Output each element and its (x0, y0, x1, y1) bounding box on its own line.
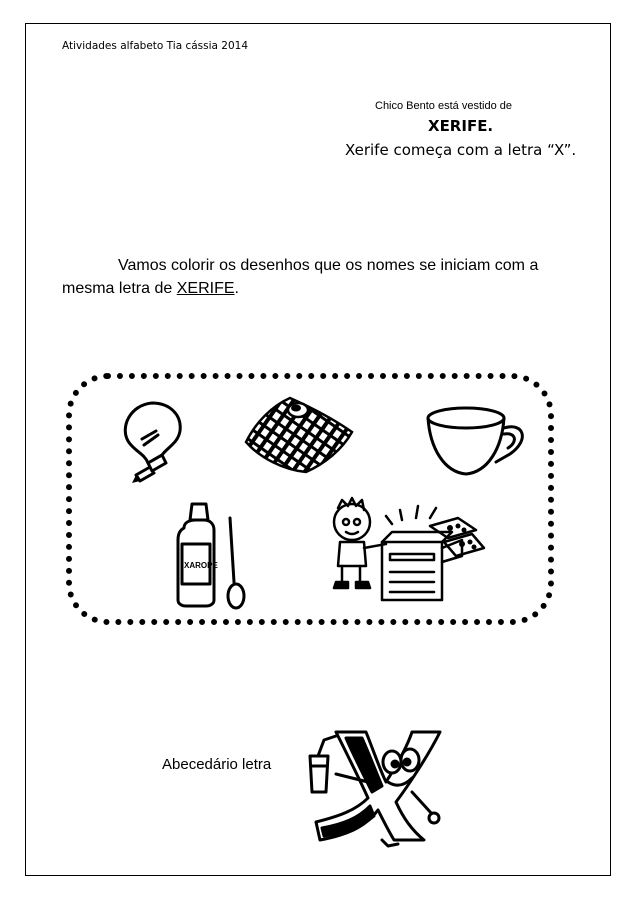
header-note: Atividades alfabeto Tia cássia 2014 (62, 40, 249, 52)
light-bulb-icon (112, 395, 192, 485)
letter-x-character-icon (296, 722, 446, 848)
syrup-label: XAROPE (184, 561, 218, 570)
boy-photocopier-icon (326, 496, 486, 606)
instruction-keyword: XERIFE (176, 280, 235, 297)
cup-icon (420, 400, 532, 480)
instruction-line-2 (62, 280, 239, 298)
syrup-bottle-icon (170, 500, 256, 612)
footer-label: Abecedário letra (162, 756, 272, 773)
intro-line-1: Chico Bento está vestido de (375, 100, 512, 112)
scarf-icon (236, 392, 360, 478)
instruction-text: mesma letra de (62, 280, 177, 297)
instruction-period: . (234, 280, 239, 297)
instruction-line-1: Vamos colorir os desenhos que os nomes se iniciam com a (118, 257, 539, 274)
intro-word: XERIFE. (428, 117, 494, 135)
intro-line-3: Xerife começa com a letra “X”. (345, 141, 577, 159)
